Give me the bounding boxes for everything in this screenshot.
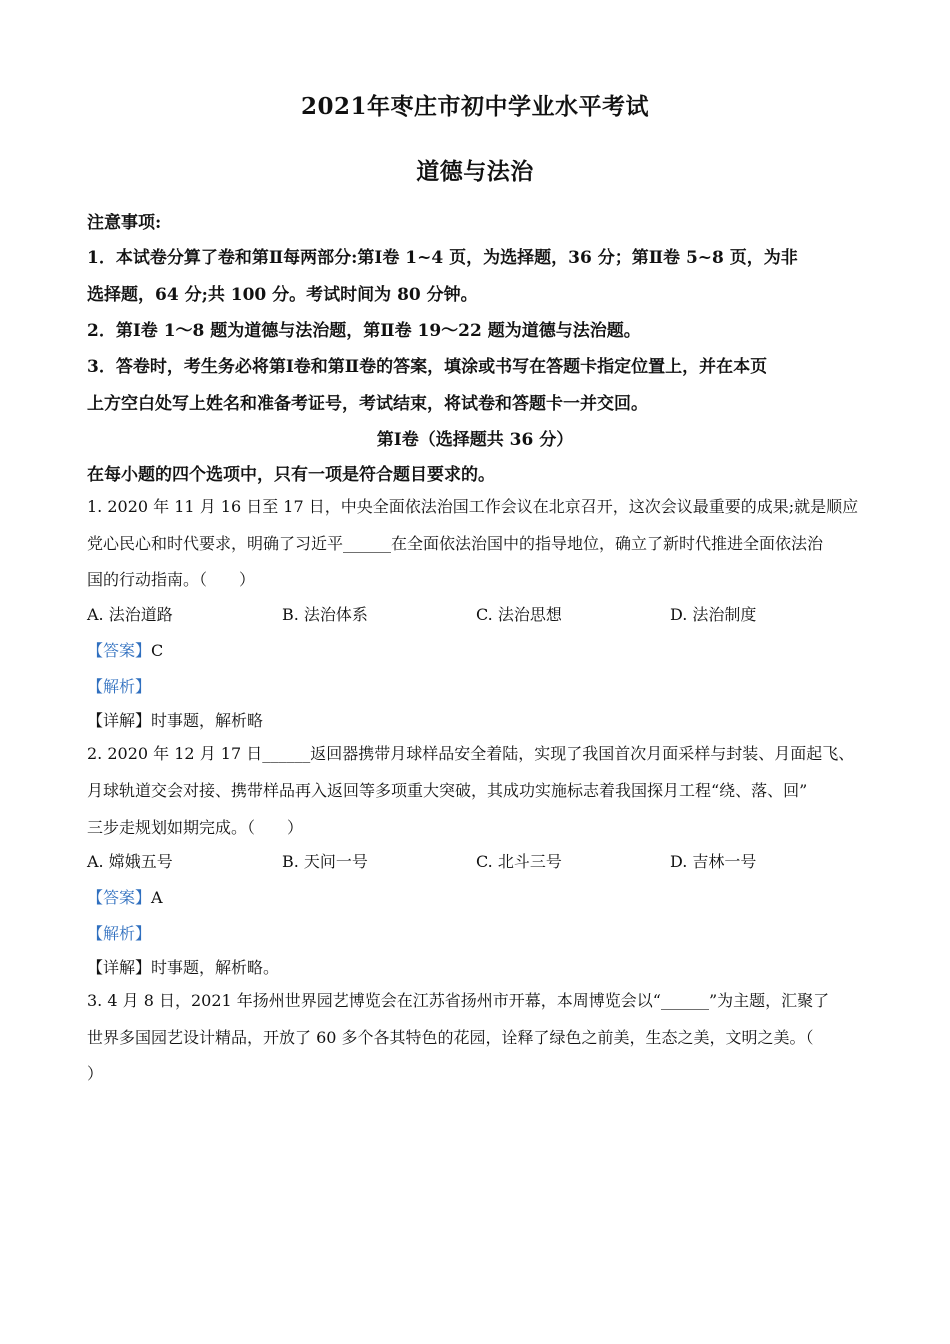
q2-line-2: 月球轨道交会对接、携带样品再入返回等多项重大突破，其成功实施标志着我国探月工程“绕、落、回” (87, 781, 808, 800)
detail-tag: 【详解】 (87, 711, 152, 730)
note-2: 2．第Ⅰ卷 1～8 题为道德与法治题，第Ⅱ卷 19～22 题为道德与法治题。 (87, 321, 641, 341)
q1-line-2: 党心民心和时代要求，明确了习近平______在全面依法治国中的指导地位，确立了新时代推进全面依法治 (87, 534, 824, 553)
q2-option-b: B. 天问一号 (282, 852, 368, 871)
q2-detail (87, 955, 867, 978)
q2-analysis-tag: 【解析】 (87, 924, 152, 943)
q3-line-1: 3. 4 月 8 日，2021 年扬州世界园艺博览会在江苏省扬州市开幕，本周博览会以“______”为主题，汇聚了 (87, 991, 830, 1010)
q1-analysis-tag: 【解析】 (87, 677, 152, 696)
q3-line-3: ） (87, 1064, 104, 1083)
notes-heading: 注意事项: (87, 213, 162, 233)
section-title: 第Ⅰ卷（选择题共 36 分） (376, 430, 574, 450)
q1-option-c: C. 法治思想 (476, 605, 562, 624)
q2-option-c: C. 北斗三号 (476, 852, 562, 871)
q1-answer (87, 638, 867, 661)
q1-line-1: 1. 2020 年 11 月 16 日至 17 日，中央全面依法治国工作会议在北京召开，这次会议最重要的成果;就是顺应 (87, 497, 859, 516)
q2-option-d: D. 吉林一号 (670, 852, 757, 871)
note-3-line-2: 上方空白处写上姓名和准备考证号，考试结束，将试卷和答题卡一并交回。 (87, 394, 648, 414)
answer-value: A (151, 888, 163, 907)
exam-title: 2021年枣庄市初中学业水平考试 (300, 93, 649, 120)
q2-option-a: A. 嫦娥五号 (87, 852, 173, 871)
instruction: 在每小题的四个选项中，只有一项是符合题目要求的。 (87, 465, 495, 485)
q1-option-b: B. 法治体系 (282, 605, 368, 624)
detail-tag: 【详解】 (87, 958, 152, 977)
q2-answer (87, 885, 867, 908)
q1-detail (87, 708, 867, 731)
detail-text: 时事题，解析略。 (151, 958, 280, 977)
note-3-line-1: 3．答卷时，考生务必将第Ⅰ卷和第Ⅱ卷的答案，填涂或书写在答题卡指定位置上，并在本页 (87, 357, 768, 377)
answer-tag: 【答案】 (87, 888, 152, 907)
q1-line-3: 国的行动指南。（ ） (87, 570, 256, 589)
answer-tag: 【答案】 (87, 641, 152, 660)
q1-option-a: A. 法治道路 (87, 605, 173, 624)
answer-value: C (151, 641, 164, 660)
note-1-line-1: 1．本试卷分算了卷和第Ⅱ每两部分:第Ⅰ卷 1~4 页，为选择题，36 分；第Ⅱ卷 5~8 页，为非 (87, 248, 798, 268)
q1-option-d: D. 法治制度 (670, 605, 757, 624)
note-1-line-2: 选择题，64 分;共 100 分。考试时间为 80 分钟。 (87, 285, 478, 305)
detail-text: 时事题，解析略 (151, 711, 264, 730)
q3-line-2: 世界多国园艺设计精品，开放了 60 多个各其特色的花园，诠释了绿色之前美，生态之美，文明之美。（ (87, 1028, 814, 1047)
subject-title: 道德与法治 (416, 158, 534, 185)
q2-line-1: 2. 2020 年 12 月 17 日______返回器携带月球样品安全着陆，实现了我国首次月面采样与封装、月面起飞、 (87, 744, 855, 763)
q2-line-3: 三步走规划如期完成。（ ） (87, 818, 304, 837)
